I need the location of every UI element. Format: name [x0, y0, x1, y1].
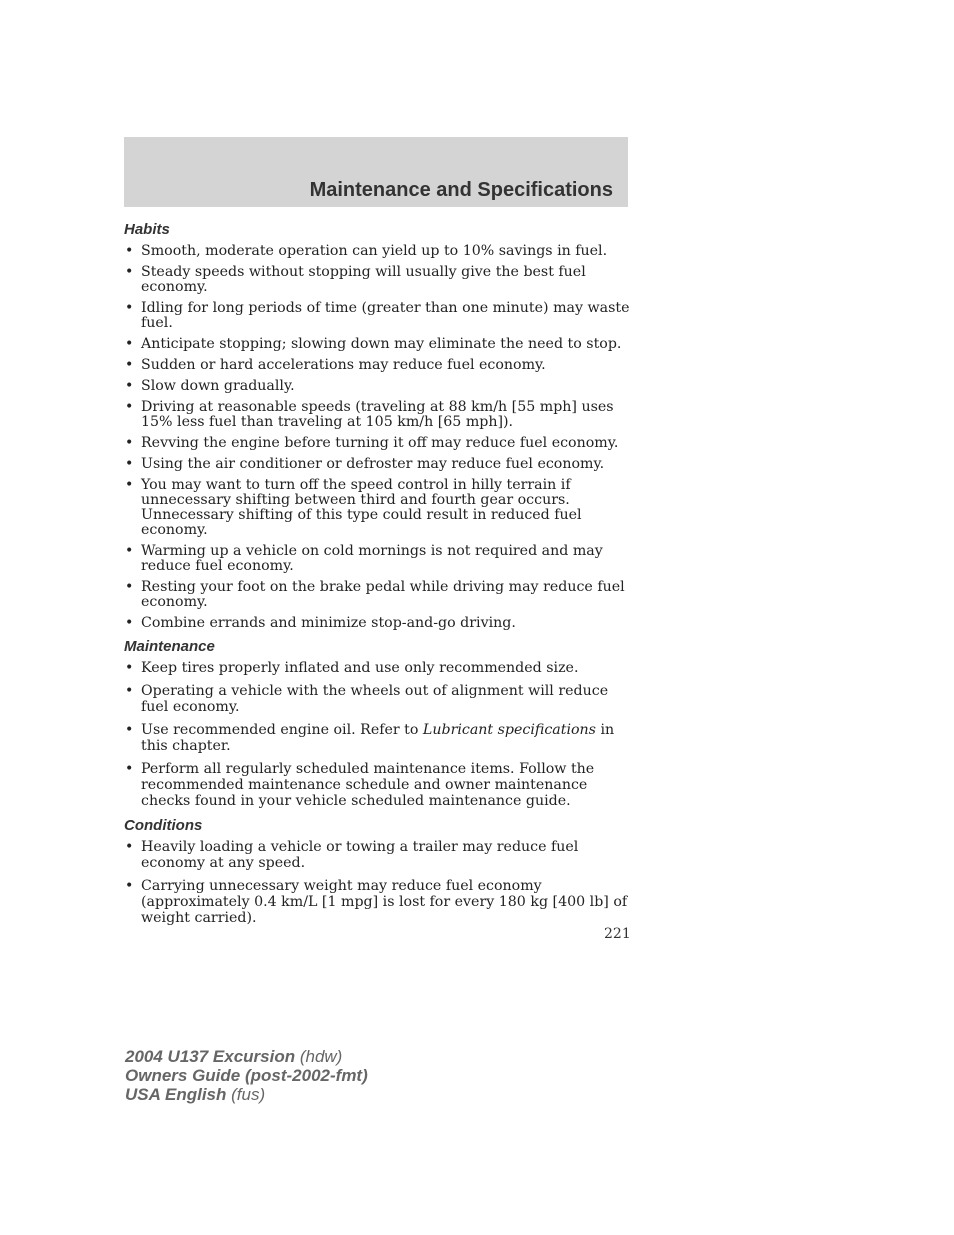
- page-content: [124, 220, 630, 933]
- list-item: • Heavily loading a vehicle or towing a trailer may reduce fuel economy at any speed.: [124, 839, 630, 871]
- list-item: • You may want to turn off the speed control in hilly terrain if unnecessary shifting between third and fourth gear occurs. Unnecessary shifting of this type could result in reduced fuel economy.: [124, 478, 630, 538]
- list-item-text: Use recommended engine oil. Refer to: [141, 722, 423, 738]
- section-heading-habits: Habits: [124, 221, 170, 238]
- list-item: • Idling for long periods of time (greater than one minute) may waste fuel.: [124, 301, 630, 331]
- list-item: [124, 722, 630, 754]
- list-item: • Using the air conditioner or defroster may reduce fuel economy.: [124, 457, 630, 472]
- footer-guide: Owners Guide (post-2002-fmt): [125, 1066, 368, 1085]
- footer-line-1: [125, 1047, 368, 1066]
- list-item: • Warming up a vehicle on cold mornings is not required and may reduce fuel economy.: [124, 544, 630, 574]
- footer-language: USA English: [125, 1085, 227, 1104]
- footer-model-code: (hdw): [295, 1047, 343, 1066]
- footer-model: 2004 U137 Excursion: [125, 1047, 296, 1066]
- list-item: • Smooth, moderate operation can yield up to 10% savings in fuel.: [124, 244, 630, 259]
- list-item: • Perform all regularly scheduled maintenance items. Follow the recommended maintenance schedule and owner maintenance checks found in your vehicle scheduled maintenance guide.: [124, 761, 630, 809]
- list-item-text: in this chapter.: [141, 722, 615, 754]
- list-item: • Anticipate stopping; slowing down may eliminate the need to stop.: [124, 337, 630, 352]
- page-number: 221: [604, 926, 631, 942]
- list-item: • Driving at reasonable speeds (traveling at 88 km/h [55 mph] uses 15% less fuel than traveling at 105 km/h [65 mph]).: [124, 400, 630, 430]
- section-heading-conditions: Conditions: [124, 817, 203, 834]
- list-item: • Slow down gradually.: [124, 379, 630, 394]
- list-item: • Carrying unnecessary weight may reduce fuel economy (approximately 0.4 km/L [1 mpg] is lost for every 180 kg [400 lb] of weight carried).: [124, 878, 630, 926]
- list-item: • Revving the engine before turning it off may reduce fuel economy.: [124, 436, 630, 451]
- chapter-title: Maintenance and Specifications: [309, 179, 613, 201]
- footer-line-3: [125, 1085, 368, 1104]
- chapter-header-band: [124, 137, 628, 207]
- footer-language-code: (fus): [226, 1085, 266, 1104]
- conditions-list: [124, 839, 630, 926]
- document-footer: [125, 1047, 368, 1104]
- habits-list: [124, 244, 630, 631]
- footer-line-2: [125, 1066, 368, 1085]
- list-item: • Sudden or hard accelerations may reduce fuel economy.: [124, 358, 630, 373]
- list-item: • Steady speeds without stopping will usually give the best fuel economy.: [124, 265, 630, 295]
- lubricant-specifications-reference: Lubricant specifications: [422, 722, 596, 738]
- list-item: • Operating a vehicle with the wheels out of alignment will reduce fuel economy.: [124, 683, 630, 715]
- section-heading-maintenance: Maintenance: [124, 638, 215, 655]
- list-item: • Combine errands and minimize stop-and-go driving.: [124, 616, 630, 631]
- list-item: • Resting your foot on the brake pedal while driving may reduce fuel economy.: [124, 580, 630, 610]
- maintenance-list: [124, 660, 630, 809]
- list-item: • Keep tires properly inflated and use only recommended size.: [124, 660, 630, 676]
